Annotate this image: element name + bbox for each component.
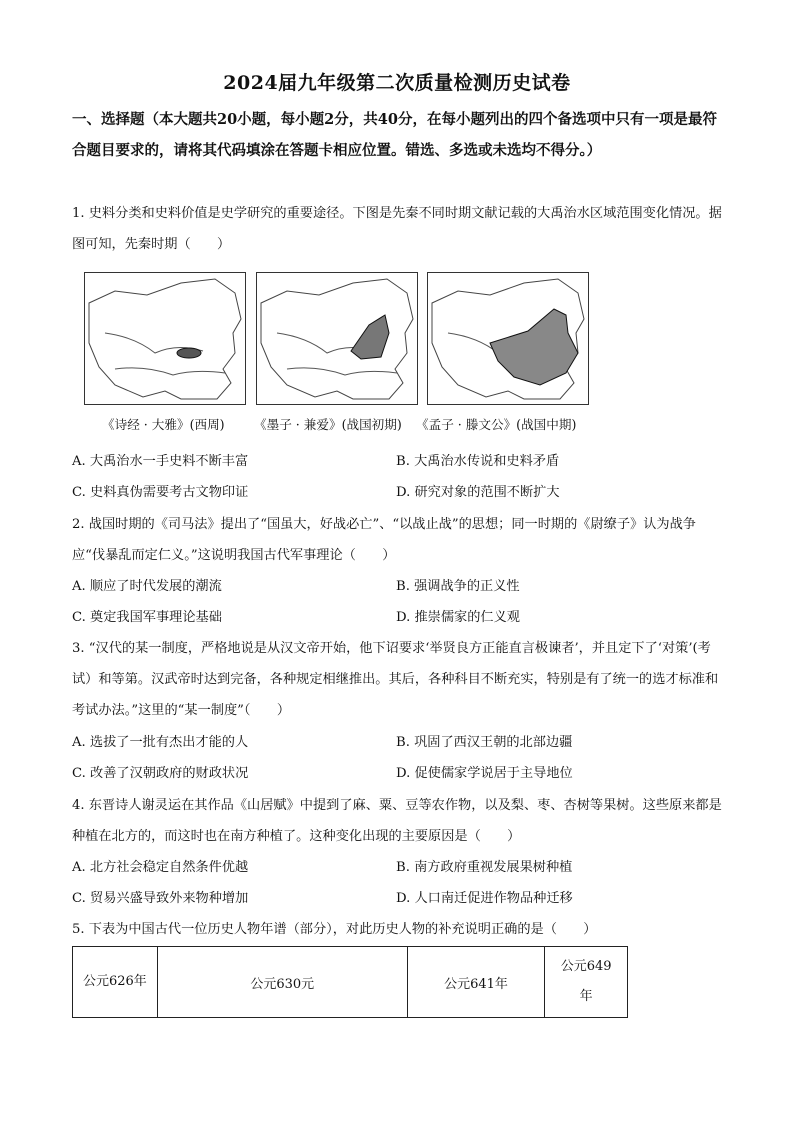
caption-1: 《诗经 · 大雅》(西周) — [102, 417, 225, 432]
question-1-maps — [84, 272, 588, 406]
q3-option-c[interactable]: C. 改善了汉朝政府的财政状况 — [72, 766, 249, 781]
q2-option-d[interactable]: D. 推崇儒家的仁义观 — [396, 610, 520, 625]
q2-option-a[interactable]: A. 顺应了时代发展的潮流 — [72, 579, 222, 594]
q2-option-c[interactable]: C. 奠定我国军事理论基础 — [72, 610, 222, 625]
table-cell: 公元641年 — [407, 947, 545, 1018]
question-2-stem: 2. 战国时期的《司马法》提出了“国虽大，好战必亡”、“以战止战”的思想；同一时期的《尉缭子》认为战争应“伐暴乱而定仁义。”这说明我国古代军事理论（ ） — [72, 517, 696, 563]
q3-option-d[interactable]: D. 促使儒家学说居于主导地位 — [396, 766, 573, 781]
q1-option-c[interactable]: C. 史料真伪需要考古文物印证 — [72, 485, 249, 500]
chronology-table — [72, 946, 628, 1018]
q4-option-d[interactable]: D. 人口南迁促进作物品种迁移 — [396, 891, 573, 906]
caption-2: 《墨子 · 兼爱》(战国初期) — [254, 417, 402, 432]
question-1-stem: 1. 史料分类和史料价值是史学研究的重要途径。下图是先秦不同时期文献记载的大禹治水区域范围变化情况。据图可知，先秦时期（ ） — [72, 206, 722, 252]
table-row — [73, 947, 628, 1018]
table-cell: 公元626年 — [73, 947, 158, 1018]
table-cell: 公元630元 — [157, 947, 407, 1018]
question-4-stem: 4. 东晋诗人谢灵运在其作品《山居赋》中提到了麻、粟、豆等农作物，以及梨、枣、杏树等果树。这些原来都是种植在北方的，而这时也在南方种植了。这种变化出现的主要原因是（ ） — [72, 798, 722, 844]
section-heading: 一、选择题（本大题共20小题，每小题2分，共40分，在每小题列出的四个备选项中只有一项是最符合题目要求的，请将其代码填涂在答题卡相应位置。错选、多选或未选均不得分。） — [72, 111, 717, 159]
q2-option-b[interactable]: B. 强调战争的正义性 — [396, 579, 520, 594]
map-zhanguo-chuqi — [256, 272, 418, 405]
q4-option-a[interactable]: A. 北方社会稳定自然条件优越 — [72, 860, 249, 875]
q1-option-d[interactable]: D. 研究对象的范围不断扩大 — [396, 485, 560, 500]
q4-option-c[interactable]: C. 贸易兴盛导致外来物种增加 — [72, 891, 249, 906]
question-3-stem: 3. “汉代的某一制度，严格地说是从汉文帝开始，他下诏要求‘举贤良方正能直言极谏者’，并且定下了‘对策’(考试）和等第。汉武帝时达到完备，各种规定相继推出。其后，各种科目不断充实，特别是有了统一的选才标准和考试办法。”这里的“某一制度”（ ） — [72, 641, 719, 718]
map-zhanguo-zhongqi — [427, 272, 589, 405]
q1-option-a[interactable]: A. 大禹治水一手史料不断丰富 — [72, 454, 249, 469]
map-xizhou — [84, 272, 246, 405]
q1-option-b[interactable]: B. 大禹治水传说和史料矛盾 — [396, 454, 560, 469]
q3-option-a[interactable]: A. 选拔了一批有杰出才能的人 — [72, 735, 249, 750]
question-5-stem: 5. 下表为中国古代一位历史人物年谱（部分），对此历史人物的补充说明正确的是（ ） — [72, 922, 597, 937]
q3-option-b[interactable]: B. 巩固了西汉王朝的北部边疆 — [396, 735, 573, 750]
caption-3: 《孟子 · 滕文公》(战国中期) — [416, 417, 577, 432]
q4-option-b[interactable]: B. 南方政府重视发展果树种植 — [396, 860, 573, 875]
exam-title: 2024届九年级第二次质量检测历史试卷 — [223, 72, 571, 94]
table-cell: 公元649年 — [545, 947, 628, 1018]
